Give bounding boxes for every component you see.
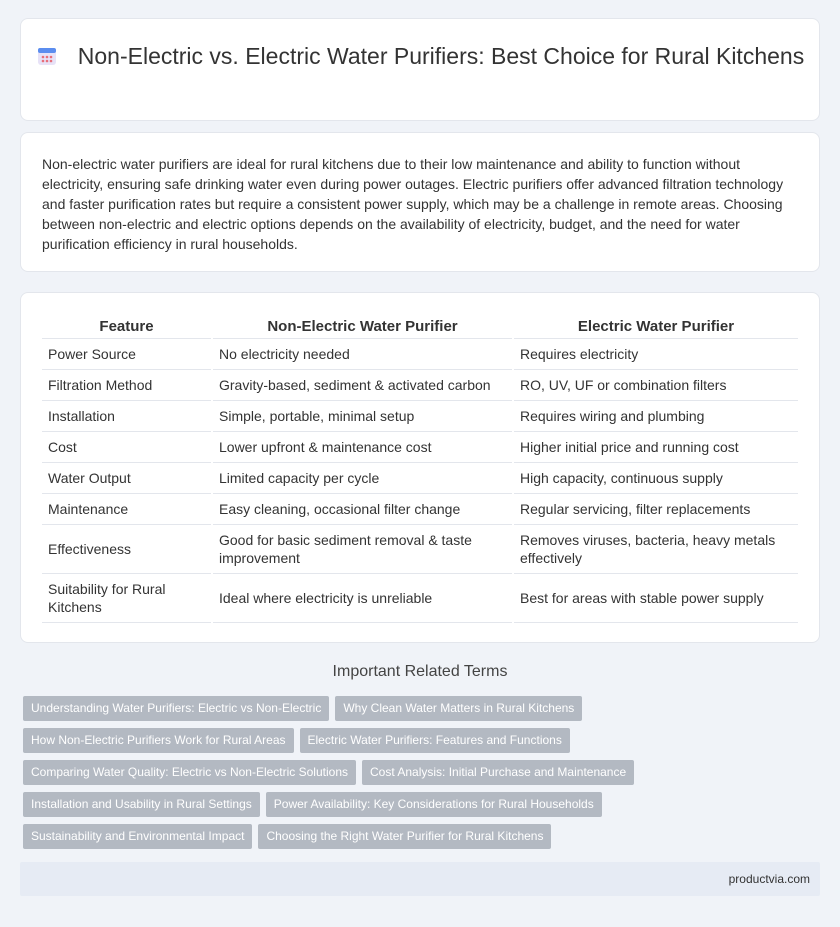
header-title-wrap (21, 41, 819, 71)
comparison-table (42, 314, 798, 623)
cell-electric: Requires electricity (513, 338, 798, 369)
table-row (42, 400, 798, 431)
cell-feature: Suitability for Rural Kitchens (42, 573, 212, 622)
cell-feature: Power Source (42, 338, 212, 369)
cell-feature: Maintenance (42, 493, 212, 524)
cell-feature: Installation (42, 400, 212, 431)
cell-feature: Water Output (42, 462, 212, 493)
related-tag[interactable]: Choosing the Right Water Purifier for Rural Kitchens (258, 824, 551, 849)
related-tag[interactable]: Understanding Water Purifiers: Electric vs Non-Electric (23, 696, 329, 721)
cell-non-electric: Easy cleaning, occasional filter change (212, 493, 513, 524)
related-tag[interactable]: Installation and Usability in Rural Settings (23, 792, 260, 817)
table-row (42, 573, 798, 622)
comparison-card (20, 292, 820, 643)
cell-electric: Removes viruses, bacteria, heavy metals effectively (513, 524, 798, 573)
page-title: Non-Electric vs. Electric Water Purifiers: Best Choice for Rural Kitchens (77, 43, 805, 69)
related-tags (23, 696, 823, 856)
calendar-icon (36, 45, 58, 67)
tag-row (23, 696, 823, 728)
cell-electric: Higher initial price and running cost (513, 431, 798, 462)
header-electric: Electric Water Purifier (513, 314, 798, 338)
cell-feature: Cost (42, 431, 212, 462)
header-feature: Feature (42, 314, 212, 338)
cell-electric: High capacity, continuous supply (513, 462, 798, 493)
related-tag[interactable]: Power Availability: Key Considerations for Rural Households (266, 792, 602, 817)
cell-electric: Regular servicing, filter replacements (513, 493, 798, 524)
table-row (42, 462, 798, 493)
tag-row (23, 824, 823, 856)
table-header-row (42, 314, 798, 338)
tag-row (23, 792, 823, 824)
cell-non-electric: Ideal where electricity is unreliable (212, 573, 513, 622)
related-tag[interactable]: Comparing Water Quality: Electric vs Non-Electric Solutions (23, 760, 356, 785)
related-tag[interactable]: Cost Analysis: Initial Purchase and Maintenance (362, 760, 634, 785)
tag-row (23, 760, 823, 792)
header-card (20, 18, 820, 121)
cell-non-electric: No electricity needed (212, 338, 513, 369)
footer-site-link[interactable]: productvia.com (728, 872, 810, 886)
related-terms-title: Important Related Terms (332, 663, 508, 680)
table-row (42, 493, 798, 524)
cell-non-electric: Lower upfront & maintenance cost (212, 431, 513, 462)
related-tag[interactable]: Why Clean Water Matters in Rural Kitchens (335, 696, 582, 721)
related-tag[interactable]: Electric Water Purifiers: Features and Functions (300, 728, 570, 753)
related-tag[interactable]: How Non-Electric Purifiers Work for Rural Areas (23, 728, 294, 753)
related-tag[interactable]: Sustainability and Environmental Impact (23, 824, 252, 849)
table-row (42, 338, 798, 369)
cell-electric: RO, UV, UF or combination filters (513, 369, 798, 400)
intro-text: Non-electric water purifiers are ideal for rural kitchens due to their low maintenance and ability to function without electricity, ensuring safe drinking water even during power outages. Electric purifiers offer advanced filtration technology and faster purification rates but require a consistent power supply, which may be a challenge in remote areas. Choosing between non-electric and electric options depends on the availability of electricity, budget, and the need for water purification efficiency in rural households. (42, 156, 784, 252)
cell-electric: Requires wiring and plumbing (513, 400, 798, 431)
cell-feature: Effectiveness (42, 524, 212, 573)
cell-feature: Filtration Method (42, 369, 212, 400)
footer (20, 862, 820, 896)
cell-non-electric: Good for basic sediment removal & taste improvement (212, 524, 513, 573)
table-row (42, 369, 798, 400)
cell-electric: Best for areas with stable power supply (513, 573, 798, 622)
table-row (42, 524, 798, 573)
tag-row (23, 728, 823, 760)
cell-non-electric: Gravity-based, sediment & activated carbon (212, 369, 513, 400)
cell-non-electric: Limited capacity per cycle (212, 462, 513, 493)
intro-card (20, 132, 820, 272)
header-non-electric: Non-Electric Water Purifier (212, 314, 513, 338)
cell-non-electric: Simple, portable, minimal setup (212, 400, 513, 431)
table-row (42, 431, 798, 462)
